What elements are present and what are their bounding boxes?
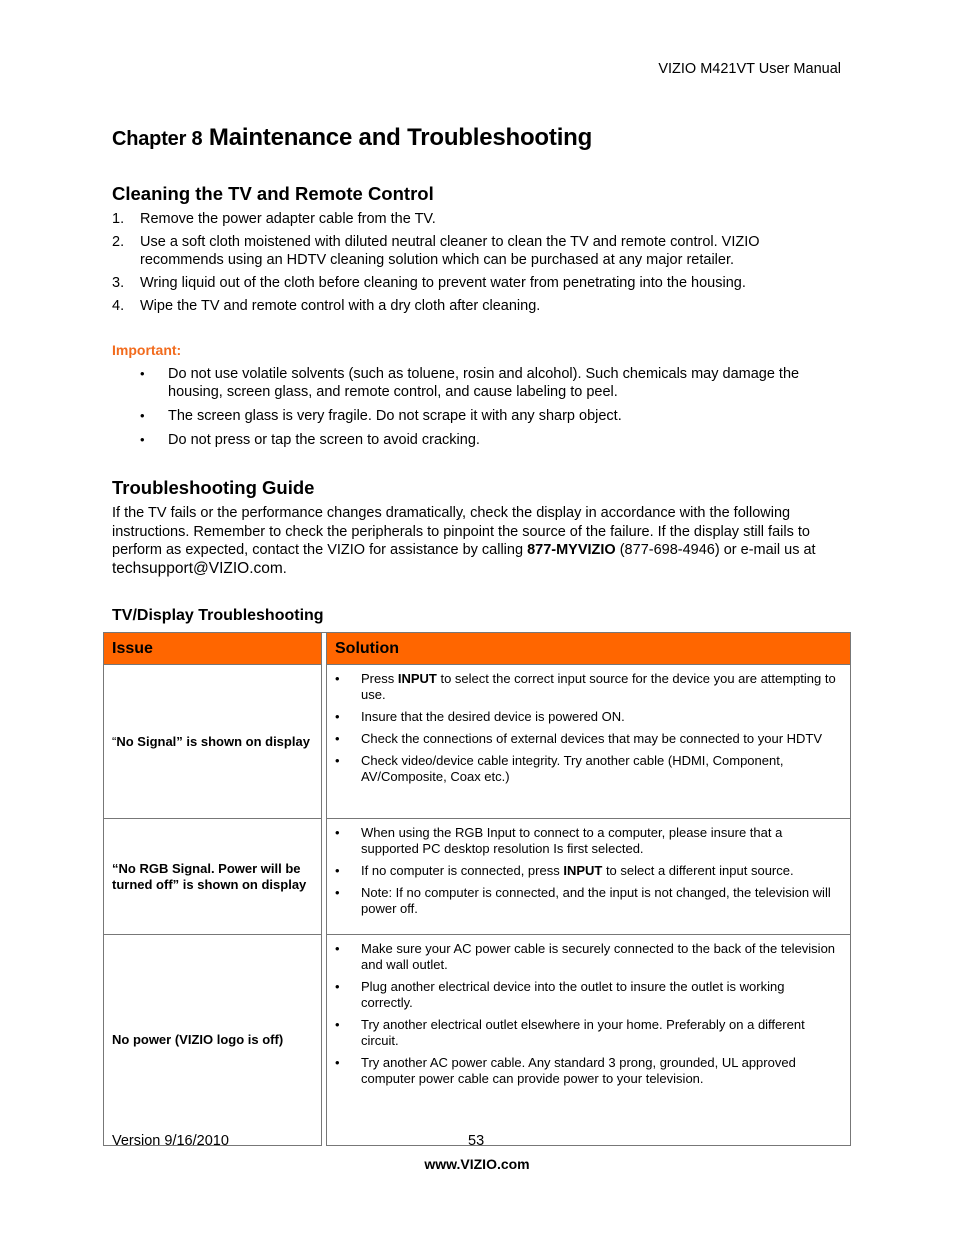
list-item: • Make sure your AC power cable is securely connected to the back of the television and wall outlet. bbox=[335, 941, 838, 973]
list-item: • Try another electrical outlet elsewhere in your home. Preferably on a different circuit. bbox=[335, 1017, 838, 1049]
table-row bbox=[103, 665, 851, 819]
footer-website-link[interactable]: www.VIZIO.com bbox=[424, 1156, 530, 1172]
manual-title: VIZIO M421VT User Manual bbox=[658, 61, 841, 77]
list-item: • Do not press or tap the screen to avoid cracking. bbox=[140, 431, 830, 449]
page-number: 53 bbox=[468, 1133, 485, 1149]
list-item: • Check video/device cable integrity. Try another cable (HDMI, Component, AV/Composite, Coax etc.) bbox=[335, 753, 838, 785]
list-item: • When using the RGB Input to connect to a computer, please insure that a supported PC desktop resolution Is first selected. bbox=[335, 825, 838, 857]
chapter-number: Chapter 8 bbox=[112, 128, 203, 150]
column-header-issue: Issue bbox=[103, 632, 322, 665]
list-item: 3. Wring liquid out of the cloth before cleaning to prevent water from penetrating into the housing. bbox=[112, 275, 746, 291]
list-item: • Check the connections of external devices that may be connected to your HDTV bbox=[335, 731, 838, 747]
list-item: • Plug another electrical device into the outlet to insure the outlet is working correctly. bbox=[335, 979, 838, 1011]
solution-cell bbox=[326, 819, 851, 935]
support-email[interactable]: techsupport@VIZIO.com bbox=[112, 559, 283, 577]
table-row bbox=[103, 935, 851, 1146]
list-item: • Try another AC power cable. Any standard 3 prong, grounded, UL approved computer power cable can provide power to your television. bbox=[335, 1055, 838, 1087]
table-header-row bbox=[103, 632, 851, 665]
footer-version: Version 9/16/2010 bbox=[112, 1133, 229, 1149]
list-item: 1. Remove the power adapter cable from the TV. bbox=[112, 211, 436, 227]
chapter-name: Maintenance and Troubleshooting bbox=[208, 124, 593, 151]
issue-cell: “No Signal” is shown on display bbox=[103, 665, 322, 819]
list-item: • Do not use volatile solvents (such as toluene, rosin and alcohol). Such chemicals may damage the housing, screen glass, and remote control, and cause labeling to peel. bbox=[140, 365, 830, 401]
list-item: • The screen glass is very fragile. Do not scrape it with any sharp object. bbox=[140, 407, 830, 425]
chapter-title bbox=[112, 124, 592, 152]
issue-cell: No power (VIZIO logo is off) bbox=[103, 935, 322, 1146]
cleaning-steps bbox=[112, 210, 832, 320]
important-label: Important: bbox=[112, 342, 182, 358]
list-item: 2. Use a soft cloth moistened with diluted neutral cleaner to clean the TV and remote control. VIZIO recommends using an HDTV cleaning solution which can be purchased at any major retailer. bbox=[112, 234, 760, 268]
list-item: • Insure that the desired device is powered ON. bbox=[335, 709, 838, 725]
important-list bbox=[140, 365, 830, 455]
solution-cell bbox=[326, 935, 851, 1146]
cleaning-heading: Cleaning the TV and Remote Control bbox=[112, 183, 434, 204]
troubleshooting-heading: Troubleshooting Guide bbox=[112, 477, 315, 498]
issue-cell: “No RGB Signal. Power will be turned off” is shown on display bbox=[103, 819, 322, 935]
list-item: • Note: If no computer is connected, and the input is not changed, the television will power off. bbox=[335, 885, 838, 917]
list-item: 4. Wipe the TV and remote control with a dry cloth after cleaning. bbox=[112, 298, 541, 314]
support-phone: 877-MYVIZIO bbox=[527, 542, 616, 558]
list-item: • Press INPUT to select the correct input source for the device you are attempting to use. bbox=[335, 671, 838, 703]
troubleshooting-table bbox=[103, 632, 851, 1146]
troubleshooting-intro: If the TV fails or the performance changes dramatically, check the display in accordance with the following instructions. Remember to check the peripherals to pinpoint the source of the failure. If the display still fails to perform as expected, contact the VIZIO for assistance by calling 877-MYVIZIO (877-698-4946) or e-mail us at techsupport@VIZIO.com. bbox=[112, 505, 816, 577]
column-header-solution: Solution bbox=[326, 632, 851, 665]
table-title: TV/Display Troubleshooting bbox=[112, 607, 324, 624]
table-row bbox=[103, 819, 851, 935]
list-item: • If no computer is connected, press INPUT to select a different input source. bbox=[335, 863, 838, 879]
solution-cell bbox=[326, 665, 851, 819]
